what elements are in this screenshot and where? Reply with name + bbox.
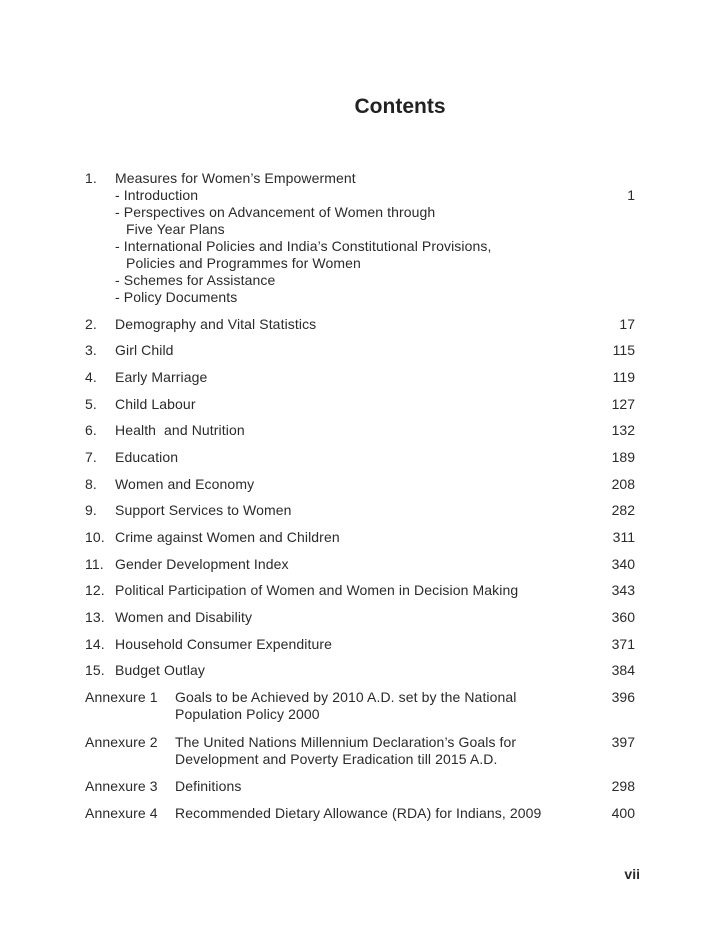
subsection-line: - Schemes for Assistance bbox=[115, 272, 276, 288]
page-ref: 384 bbox=[611, 662, 635, 678]
subsection-line: - International Policies and India’s Constitutional Provisions, bbox=[115, 238, 492, 254]
section-number: 3. bbox=[85, 342, 97, 358]
subsection-line: - Policy Documents bbox=[115, 289, 238, 305]
section-title: Gender Development Index bbox=[115, 556, 289, 572]
annexure-title: Recommended Dietary Allowance (RDA) for Indians, 2009 bbox=[175, 805, 542, 821]
page-ref: 127 bbox=[611, 396, 635, 412]
section-number: 6. bbox=[85, 422, 97, 438]
page-ref: 400 bbox=[611, 805, 635, 821]
annexure-title: The United Nations Millennium Declaration’s Goals for bbox=[175, 734, 517, 750]
section-title: Budget Outlay bbox=[115, 662, 206, 678]
page-ref: 1 bbox=[627, 187, 635, 203]
section-number: 11. bbox=[85, 556, 104, 572]
page-ref: 132 bbox=[611, 422, 635, 438]
annexure-label: Annexure 2 bbox=[85, 734, 158, 750]
subsection-line: Five Year Plans bbox=[126, 221, 225, 237]
page-ref: 371 bbox=[611, 636, 635, 652]
subsection-line: Policies and Programmes for Women bbox=[126, 255, 361, 271]
section-title: Demography and Vital Statistics bbox=[115, 316, 317, 332]
section-title: Support Services to Women bbox=[115, 502, 292, 518]
annexure-title: Development and Poverty Eradication till 2015 A.D. bbox=[175, 751, 498, 767]
section-title: Child Labour bbox=[115, 396, 196, 412]
section-number: 8. bbox=[85, 476, 97, 492]
page-ref: 298 bbox=[611, 778, 635, 794]
section-title: Early Marriage bbox=[115, 369, 208, 385]
annexure-title: Population Policy 2000 bbox=[175, 706, 320, 722]
section-number: 13. bbox=[85, 609, 105, 625]
section-title: Education bbox=[115, 449, 179, 465]
section-title: Women and Disability bbox=[115, 609, 253, 625]
page-title: Contents bbox=[354, 95, 446, 118]
annexure-label: Annexure 3 bbox=[85, 778, 158, 794]
subsection-line: - Perspectives on Advancement of Women through bbox=[115, 204, 436, 220]
section-title: Crime against Women and Children bbox=[115, 529, 340, 545]
annexure-title: Definitions bbox=[175, 778, 242, 794]
section-title: Women and Economy bbox=[115, 476, 255, 492]
page-ref: 396 bbox=[611, 689, 635, 705]
section-number: 15. bbox=[85, 662, 105, 678]
section-number: 2. bbox=[85, 316, 97, 332]
page-ref: 119 bbox=[612, 369, 635, 385]
page-ref: 189 bbox=[611, 449, 635, 465]
subsection-line: - Introduction bbox=[115, 187, 199, 203]
page-ref: 343 bbox=[611, 582, 635, 598]
section-title: Measures for Women’s Empowerment bbox=[115, 170, 356, 186]
section-number: 12. bbox=[85, 582, 105, 598]
section-title: Political Participation of Women and Women in Decision Making bbox=[115, 582, 519, 598]
section-title: Girl Child bbox=[115, 342, 174, 358]
page-ref: 17 bbox=[619, 316, 635, 332]
annexure-title: Goals to be Achieved by 2010 A.D. set by the National bbox=[175, 689, 517, 705]
section-number: 5. bbox=[85, 396, 97, 412]
section-title: Household Consumer Expenditure bbox=[115, 636, 333, 652]
section-number: 14. bbox=[85, 636, 105, 652]
section-number: 1. bbox=[85, 170, 97, 186]
annexure-label: Annexure 1 bbox=[85, 689, 158, 705]
page-ref: 208 bbox=[611, 476, 635, 492]
page-ref: 360 bbox=[611, 609, 635, 625]
section-number: 9. bbox=[85, 502, 97, 518]
page-ref: 282 bbox=[611, 502, 635, 518]
section-number: 10. bbox=[85, 529, 105, 545]
page-ref: 115 bbox=[612, 342, 635, 358]
annexure-label: Annexure 4 bbox=[85, 805, 158, 821]
page-ref: 311 bbox=[612, 529, 635, 545]
page-number: vii bbox=[624, 866, 640, 882]
section-title: Health and Nutrition bbox=[115, 422, 245, 438]
section-number: 4. bbox=[85, 369, 97, 385]
page-ref: 397 bbox=[611, 734, 635, 750]
section-number: 7. bbox=[85, 449, 97, 465]
page-ref: 340 bbox=[611, 556, 635, 572]
